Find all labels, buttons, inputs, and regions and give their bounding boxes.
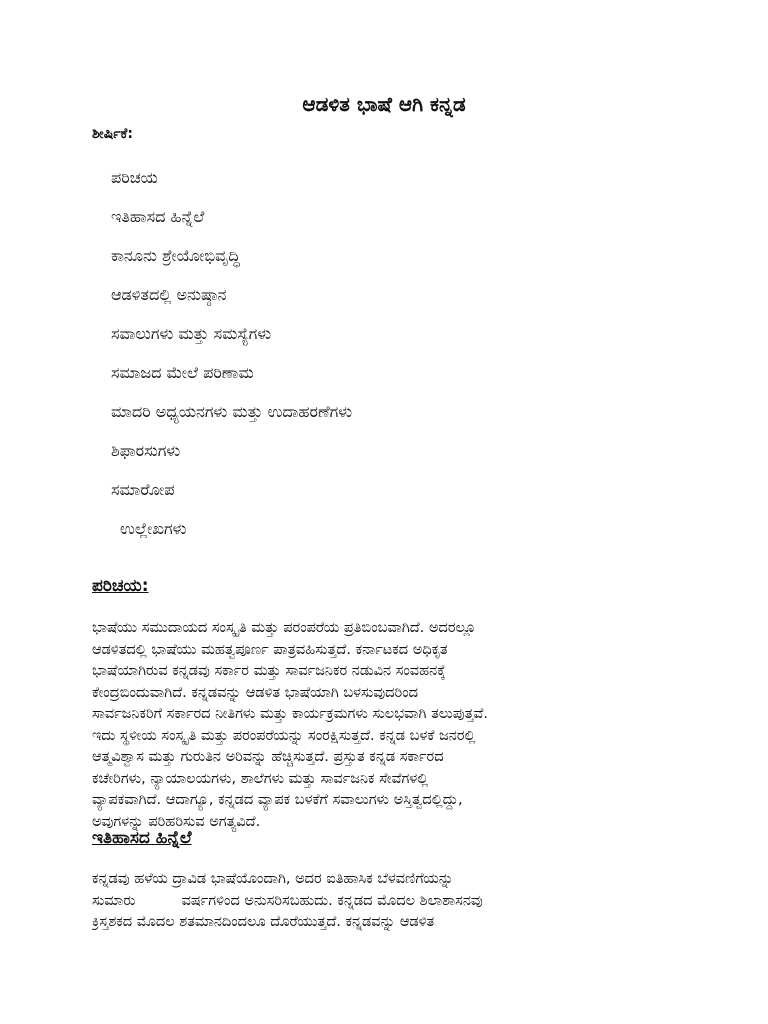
paragraph-line: ಆಡಳಿತದಲ್ಲಿ ಭಾಷೆಯು ಮಹತ್ವಪೂರ್ಣ ಪಾತ್ರವಹಿಸುತ್ತದೆ. ಕರ್ನಾಟಕದ ಅಧಿಕೃತ	[92, 641, 448, 658]
paragraph-line: ಅವುಗಳನ್ನು ಪರಿಹರಿಸುವ ಅಗತ್ಯವಿದೆ.	[92, 813, 261, 830]
toc-label: ಶೀರ್ಷಿಕೆ:	[92, 126, 133, 142]
paragraph-line: ಕಚೇರಿಗಳು, ನ್ಯಾಯಾಲಯಗಳು, ಶಾಲೆಗಳು ಮತ್ತು ಸಾರ್ವಜನಿಕ ಸೇವೆಗಳಲ್ಲಿ	[92, 770, 429, 787]
section-paragraph-history	[92, 869, 682, 934]
toc-item: ಶಿಫಾರಸುಗಳು	[111, 441, 181, 460]
paragraph-line: ಸುಮಾರು ವರ್ಷಗಳಿಂದ ಅನುಸರಿಸಬಹುದು. ಕನ್ನಡದ ಮೊದಲ ಶಿಲಾಶಾಸನವು	[92, 892, 483, 909]
paragraph-line: ಆತ್ಮವಿಶ್ವಾಸ ಮತ್ತು ಗುರುತಿನ ಅರಿವನ್ನು ಹೆಚ್ಚಿಸುತ್ತದೆ. ಪ್ರಸ್ತುತ ಕನ್ನಡ ಸರ್ಕಾರದ	[92, 749, 444, 765]
toc-item: ಉಲ್ಲೇಖಗಳು	[120, 519, 187, 538]
toc-item: ಸಮಾರೋಪ	[111, 480, 175, 499]
paragraph-line: ಕನ್ನಡವು ಹಳೆಯ ದ್ರಾವಿಡ ಭಾಷೆಯೊಂದಾಗಿ, ಅದರ ಐತಿಹಾಸಿಕ ಬೆಳವಣಿಗೆಯನ್ನು	[92, 871, 454, 887]
paragraph-line: ಕ್ರಿಸ್ತಶಕದ ಮೊದಲ ಶತಮಾನದಿಂದಲೂ ದೊರೆಯುತ್ತದೆ. ಕನ್ನಡವನ್ನು ಆಡಳಿತ	[92, 914, 435, 930]
paragraph-line: ಕೇಂದ್ರಬಿಂದುವಾಗಿದೆ. ಕನ್ನಡವನ್ನು ಆಡಳಿತ ಭಾಷೆಯಾಗಿ ಬಳಸುವುದರಿಂದ	[92, 684, 418, 701]
table-of-contents	[111, 158, 352, 548]
toc-item: ಮಾದರಿ ಅಧ್ಯಯನಗಳು ಮತ್ತು ಉದಾಹರಣೆಗಳು	[111, 402, 353, 421]
toc-item: ಕಾನೂನು ಶ್ರೇಯೋಭಿವೃದ್ಧಿ	[111, 246, 240, 265]
toc-item: ಸವಾಲುಗಳು ಮತ್ತು ಸಮಸ್ಯೆಗಳು	[111, 324, 272, 343]
paragraph-line: ಭಾಷೆಯು ಸಮುದಾಯದ ಸಂಸ್ಕೃತಿ ಮತ್ತು ಪರಂಪರೆಯ ಪ್ರತಿಬಿಂಬವಾಗಿದೆ. ಅದರಲ್ಲೂ	[92, 620, 476, 636]
paragraph-line: ಸಾರ್ವಜನಿಕರಿಗೆ ಸರ್ಕಾರದ ನೀತಿಗಳು ಮತ್ತು ಕಾರ್ಯಕ್ರಮಗಳು ಸುಲಭವಾಗಿ ತಲುಪುತ್ತವೆ.	[92, 706, 488, 722]
section-paragraph-introduction	[92, 618, 682, 833]
document-title: ಆಡಳಿತ ಭಾಷೆ ಆಗಿ ಕನ್ನಡ	[302, 92, 466, 116]
paragraph-line: ಭಾಷೆಯಾಗಿರುವ ಕನ್ನಡವು ಸರ್ಕಾರ ಮತ್ತು ಸಾರ್ವಜನಿಕರ ನಡುವಿನ ಸಂವಹನಕ್ಕೆ	[92, 663, 446, 679]
section-heading-history: ಇತಿಹಾಸದ ಹಿನ್ನೆಲೆ	[92, 828, 192, 848]
toc-item: ಪರಿಚಯ	[111, 168, 158, 187]
paragraph-line: ಇದು ಸ್ಥಳೀಯ ಸಂಸ್ಕೃತಿ ಮತ್ತು ಪರಂಪರೆಯನ್ನು ಸಂರಕ್ಷಿಸುತ್ತದೆ. ಕನ್ನಡ ಬಳಕೆ ಜನರಲ್ಲಿ	[92, 727, 476, 744]
section-heading-introduction: ಪರಿಚಯ:	[92, 576, 149, 596]
toc-item: ಇತಿಹಾಸದ ಹಿನ್ನೆಲೆ	[111, 207, 205, 226]
toc-item: ಸಮಾಜದ ಮೇಲೆ ಪರಿಣಾಮ	[111, 363, 254, 382]
toc-item: ಆಡಳಿತದಲ್ಲಿ ಅನುಷ್ಠಾನ	[111, 285, 227, 304]
paragraph-line: ವ್ಯಾಪಕವಾಗಿದೆ. ಆದಾಗ್ಯೂ, ಕನ್ನಡದ ವ್ಯಾಪಕ ಬಳಕೆಗೆ ಸವಾಲುಗಳು ಅಸ್ತಿತ್ವದಲ್ಲಿದ್ದು,	[92, 792, 463, 808]
